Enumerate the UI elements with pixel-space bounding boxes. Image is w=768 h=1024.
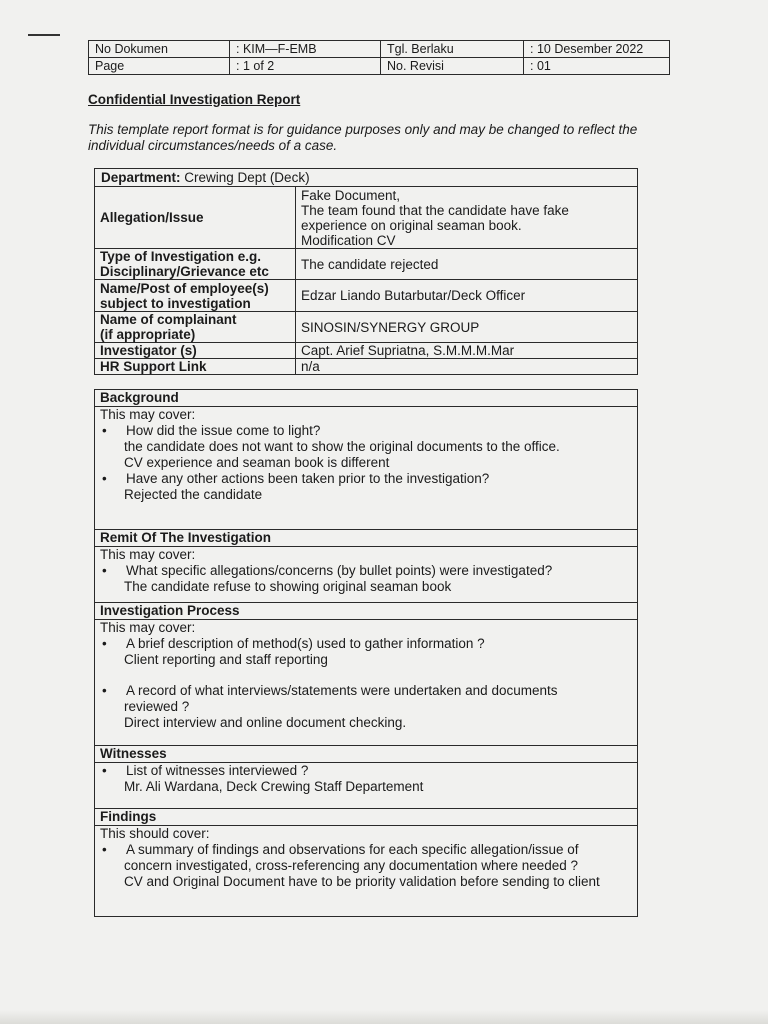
department-label: Department: <box>101 170 181 185</box>
process-question: A brief description of method(s) used to gather information ? <box>126 636 485 651</box>
findings-heading: Findings <box>95 809 638 826</box>
process-answer: Direct interview and online document checking. <box>124 715 407 730</box>
complainant-label-line: (if appropriate) <box>100 327 196 342</box>
findings-question-cont: concern investigated, cross-referencing any documentation where needed ? <box>124 858 579 873</box>
employee-label-line: subject to investigation <box>100 295 251 311</box>
bullet-icon: • <box>102 423 107 438</box>
witnesses-body <box>95 763 638 809</box>
findings-lead: This should cover: <box>100 826 210 841</box>
list-item <box>100 842 632 858</box>
bullet-icon: • <box>102 763 107 778</box>
remit-heading: Remit Of The Investigation <box>95 530 638 547</box>
complainant-label <box>95 312 296 343</box>
report-sections-table <box>94 389 638 917</box>
background-answer: the candidate does not want to show the original documents to the office. <box>124 439 560 454</box>
process-answer: Client reporting and staff reporting <box>124 652 328 667</box>
list-item <box>100 563 632 579</box>
list-item <box>100 471 632 487</box>
revision-label: No. Revisi <box>381 58 524 75</box>
investigation-type-value: The candidate rejected <box>296 249 638 280</box>
revision-value: : 01 <box>524 58 670 75</box>
findings-question: A summary of findings and observations for each specific allegation/issue of <box>126 842 579 857</box>
doc-number-label: No Dokumen <box>89 41 230 58</box>
valid-date-label: Tgl. Berlaku <box>381 41 524 58</box>
allegation-line: The team found that the candidate have fake <box>301 202 569 218</box>
employee-label <box>95 280 296 312</box>
intro-text: This template report format is for guidance purposes only and may be changed to reflect the individual circumstances/needs of a case. <box>88 122 638 153</box>
allegation-line: Fake Document, <box>301 187 401 203</box>
bullet-icon: • <box>102 471 107 486</box>
witnesses-heading: Witnesses <box>95 746 638 763</box>
findings-answer: CV and Original Document have to be priority validation before sending to client <box>124 874 600 889</box>
allegation-line: experience on original seaman book. <box>301 217 522 233</box>
background-heading: Background <box>95 390 638 407</box>
document-header-table <box>88 40 670 75</box>
hr-support-label: HR Support Link <box>95 359 296 375</box>
background-question: Have any other actions been taken prior to the investigation? <box>126 471 490 486</box>
employee-label-line: Name/Post of employee(s) <box>100 280 269 296</box>
department-value: Crewing Dept (Deck) <box>184 170 310 185</box>
investigation-type-label-line: Disciplinary/Grievance etc <box>100 264 269 279</box>
department-cell <box>95 169 638 187</box>
bullet-icon: • <box>102 683 107 698</box>
process-lead: This may cover: <box>100 620 196 635</box>
investigation-type-label <box>95 249 296 280</box>
investigation-type-label-line: Type of Investigation e.g. <box>100 249 262 264</box>
allegation-label: Allegation/Issue <box>95 187 296 249</box>
bullet-icon: • <box>102 563 107 578</box>
background-answer: Rejected the candidate <box>124 487 263 502</box>
page-label: Page <box>89 58 230 75</box>
remit-question: What specific allegations/concerns (by bullet points) were investigated? <box>126 563 553 578</box>
page-edge-shadow <box>0 1010 768 1024</box>
list-item <box>100 683 632 699</box>
list-item <box>100 636 632 652</box>
background-answer: CV experience and seaman book is different <box>124 455 390 470</box>
background-body <box>95 407 638 530</box>
employee-value: Edzar Liando Butarbutar/Deck Officer <box>296 280 638 312</box>
list-item <box>100 423 632 439</box>
background-question: How did the issue come to light? <box>126 423 321 438</box>
process-question: A record of what interviews/statements were undertaken and documents <box>126 683 558 698</box>
witnesses-answer: Mr. Ali Wardana, Deck Crewing Staff Departement <box>124 779 424 794</box>
complainant-label-line: Name of complainant <box>100 312 237 327</box>
bullet-icon: • <box>102 636 107 651</box>
allegation-line: Modification CV <box>301 232 396 248</box>
hr-support-value: n/a <box>296 359 638 375</box>
remit-body <box>95 547 638 603</box>
case-info-table <box>94 168 638 375</box>
process-question-cont: reviewed ? <box>124 699 190 714</box>
page-value: : 1 of 2 <box>230 58 381 75</box>
investigator-value: Capt. Arief Supriatna, S.M.M.M.Mar <box>296 343 638 359</box>
scan-mark <box>28 34 60 36</box>
list-item <box>100 763 632 779</box>
report-title: Confidential Investigation Report <box>88 92 301 107</box>
allegation-value <box>296 187 638 249</box>
background-lead: This may cover: <box>100 407 196 422</box>
doc-number-value: : KIM—F-EMB <box>230 41 381 58</box>
valid-date-value: : 10 Desember 2022 <box>524 41 670 58</box>
remit-answer: The candidate refuse to showing original seaman book <box>124 579 452 594</box>
complainant-value: SINOSIN/SYNERGY GROUP <box>296 312 638 343</box>
remit-lead: This may cover: <box>100 547 196 562</box>
findings-body <box>95 826 638 917</box>
investigator-label: Investigator (s) <box>95 343 296 359</box>
process-heading: Investigation Process <box>95 603 638 620</box>
process-body <box>95 620 638 746</box>
bullet-icon: • <box>102 842 107 857</box>
witnesses-question: List of witnesses interviewed ? <box>126 763 309 778</box>
